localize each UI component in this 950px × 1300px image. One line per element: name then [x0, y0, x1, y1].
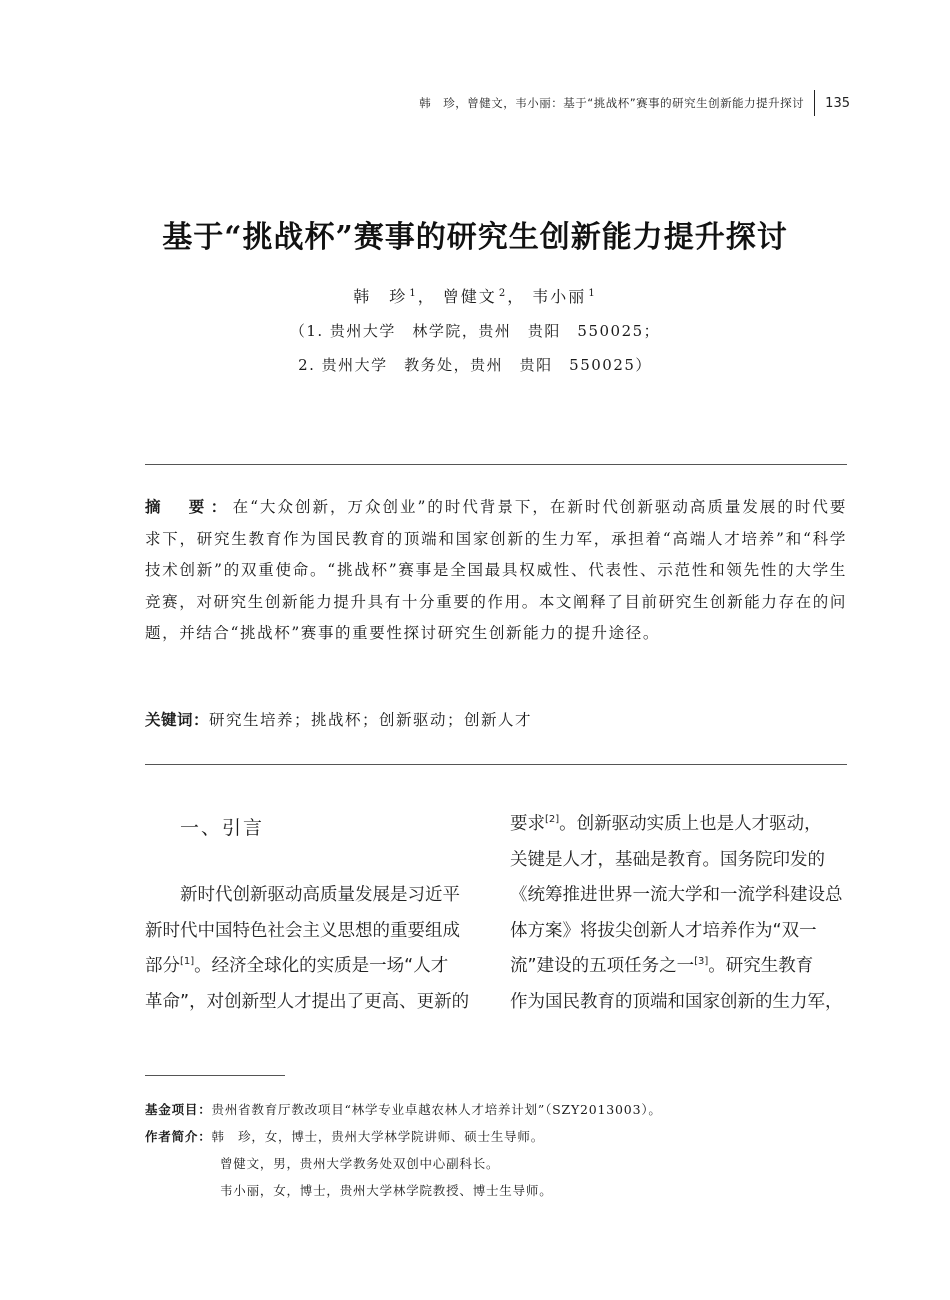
line-text: 。创新驱动实质上也是人才驱动， — [559, 814, 822, 834]
abstract — [145, 492, 847, 650]
bio-text: 韦小丽，女，博士，贵州大学林学院教授、博士生导师。 — [220, 1183, 553, 1198]
paragraph-line: 《统筹推进世界一流大学和一流学科建设总 — [510, 885, 843, 905]
bio-text: 韩 珍，女，博士，贵州大学林学院讲师、硕士生导师。 — [211, 1129, 545, 1144]
abstract-bottom-rule — [145, 764, 847, 765]
author-separator: ， — [417, 287, 436, 306]
keywords-label: 关键词： — [145, 711, 210, 729]
line-text: 部分 — [145, 956, 180, 976]
keywords — [145, 708, 847, 730]
paragraph-line: 新时代中国特色社会主义思想的重要组成 — [145, 920, 460, 941]
author-affiliation-mark: 2 — [498, 287, 508, 299]
section-heading: 一、引言 — [180, 817, 265, 839]
line-text: 。研究生教育 — [708, 956, 814, 976]
paragraph-line — [510, 807, 850, 843]
body-column-right — [510, 807, 850, 1020]
author-separator: ， — [507, 287, 526, 306]
author-name: 韦小丽 — [532, 287, 587, 306]
author-affiliation-mark: 1 — [588, 287, 597, 299]
paragraph-line: 作为国民教育的顶端和国家创新的生力军， — [510, 991, 843, 1012]
citation-ref: [3] — [694, 956, 709, 968]
line-text: 流”建设的五项任务之一 — [510, 956, 695, 976]
paragraph-line: 体方案》将拔尖创新人才培养作为“双一 — [510, 920, 817, 941]
footnotes — [145, 1096, 847, 1204]
line-text: 。经济全球化的实质是一场“人才 — [194, 956, 449, 976]
paragraph-line: 新时代创新驱动高质量发展是习近平 — [180, 885, 460, 905]
running-header — [419, 90, 850, 116]
abstract-text: 在“大众创新，万众创业”的时代背景下，在新时代创新驱动高质量发展的时代要求下，研究生教育作为国民教育的顶端和国家创新的生力军，承担着“高端人才培养”和“科学技术创新”的双重使命。“挑战杯”赛事是全国最具权威性、代表性、示范性和领先性的大学生竞赛，对研究生创新能力提升具有十分重要的作用。本文阐释了目前研究生创新能力存在的问题，并结合“挑战杯”赛事的重要性探讨研究生创新能力的提升途径。 — [145, 498, 847, 642]
author-name: 韩 珍 — [353, 287, 408, 306]
paragraph-line — [510, 949, 850, 985]
footnote-rule — [145, 1075, 285, 1076]
paragraph-line: 关键是人才，基础是教育。国务院印发的 — [510, 849, 825, 870]
author-bio-note — [145, 1123, 847, 1150]
running-header-text: 韩 珍，曾健文，韦小丽：基于“挑战杯”赛事的研究生创新能力提升探讨 — [419, 96, 805, 110]
line-text: 要求 — [510, 814, 545, 834]
body-column-left — [145, 878, 485, 1020]
bio-label: 作者简介： — [145, 1129, 212, 1144]
fund-note — [145, 1096, 847, 1123]
author-affiliation-mark: 1 — [409, 287, 418, 299]
abstract-top-rule — [145, 464, 847, 465]
author-name: 曾健文 — [442, 287, 497, 306]
page-number: 135 — [825, 95, 850, 111]
citation-ref: [2] — [545, 814, 560, 826]
abstract-label: 摘 要： — [145, 498, 233, 516]
article-title: 基于“挑战杯”赛事的研究生创新能力提升探讨 — [162, 220, 788, 255]
fund-label: 基金项目： — [145, 1102, 212, 1117]
fund-text: 贵州省教育厅教改项目“林学专业卓越农林人才培养计划”（SZY2013003）。 — [211, 1102, 662, 1117]
author-line — [0, 284, 950, 307]
citation-ref: [1] — [180, 956, 195, 968]
paragraph-line — [145, 949, 485, 985]
bio-text: 曾健文，男，贵州大学教务处双创中心副科长。 — [220, 1156, 500, 1171]
paragraph-line: 革命”，对创新型人才提出了更高、更新的 — [145, 991, 470, 1012]
affiliation-2: 2. 贵州大学 教务处，贵州 贵阳 550025） — [298, 356, 652, 374]
keywords-text: 研究生培养；挑战杯；创新驱动；创新人才 — [209, 711, 533, 729]
affiliation-1: （1. 贵州大学 林学院，贵州 贵阳 550025； — [289, 322, 661, 340]
